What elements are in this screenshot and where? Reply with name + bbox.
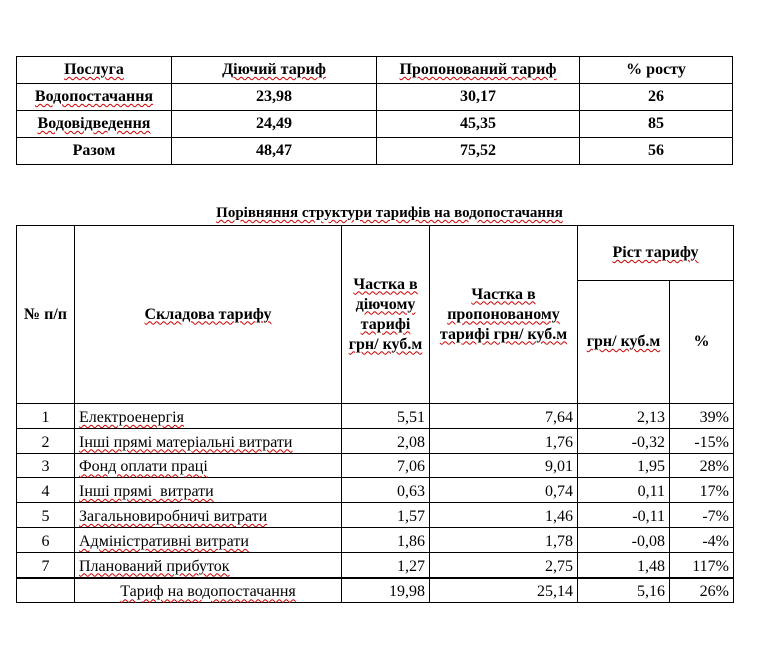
growth-abs: 2,13 [578,404,670,429]
header-growth-pct: % [693,333,710,350]
proposed-tariff: 30,17 [377,84,580,111]
summary-header-row [17,57,733,84]
growth-abs: 0,11 [578,478,670,503]
growth-abs: 1,95 [578,453,670,478]
proposed-share: 7,64 [430,404,578,429]
tariff-summary-table [16,56,733,165]
current-share: 7,06 [342,453,430,478]
row-number: 2 [17,428,75,453]
growth-pct: -4% [670,527,734,552]
summary-row [17,111,733,138]
growth-percent: 56 [580,138,733,165]
row-number: 7 [17,552,75,577]
current-tariff: 24,49 [172,111,377,138]
total-label: Тариф на водопостачання [120,583,296,601]
total-row [17,578,734,603]
proposed-share: 9,01 [430,453,578,478]
proposed-share: 1,76 [430,428,578,453]
row-number: 3 [17,453,75,478]
proposed-tariff: 75,52 [377,138,580,165]
growth-percent: 26 [580,84,733,111]
row-number: 5 [17,503,75,528]
table-row [17,478,734,503]
current-share: 2,08 [342,428,430,453]
component-name: Фонд оплати праці [79,458,208,476]
growth-pct: 39% [670,404,734,429]
component-name: Інші прямі витрати [79,483,214,501]
header-proposed-tariff: Пропонований тариф [399,61,557,78]
current-share: 1,57 [342,503,430,528]
header-growth-abs: грн/ куб.м [586,333,661,350]
table-row [17,428,734,453]
total-proposed: 25,14 [430,578,578,603]
header-service: Послуга [64,61,124,78]
growth-pct: 17% [670,478,734,503]
current-share: 1,27 [342,552,430,577]
current-tariff: 23,98 [172,84,377,111]
summary-row [17,84,733,111]
header-number: № п/п [24,305,67,323]
total-current: 19,98 [342,578,430,603]
component-name: Загальновиробничі витрати [79,507,268,525]
tariff-structure-table [16,225,734,603]
growth-percent: 85 [580,111,733,138]
table-row [17,552,734,577]
growth-pct: -7% [670,503,734,528]
row-number: 4 [17,478,75,503]
component-name: Електроенергія [79,408,184,426]
table-row [17,404,734,429]
current-share: 5,51 [342,404,430,429]
growth-abs: 1,48 [578,552,670,577]
growth-pct: -15% [670,428,734,453]
table-row [17,453,734,478]
service-name: Водопостачання [34,88,154,105]
header-proposed-share: Частка в пропонованому тарифі грн/ куб.м [439,285,568,343]
total-growth-pct: 26% [670,578,734,603]
growth-abs: -0,08 [578,527,670,552]
table-row [17,527,734,552]
current-share: 1,86 [342,527,430,552]
service-name: Водовідведення [37,115,151,132]
header-growth: % росту [626,61,686,78]
growth-pct: 28% [670,453,734,478]
growth-abs: -0,32 [578,428,670,453]
proposed-share: 1,46 [430,503,578,528]
proposed-share: 2,75 [430,552,578,577]
table-caption: Порівняння структури тарифів на водопостачання [216,205,563,221]
service-name: Разом [17,138,172,165]
total-growth-abs: 5,16 [578,578,670,603]
growth-abs: -0,11 [578,503,670,528]
proposed-tariff: 45,35 [377,111,580,138]
component-name: Планований прибуток [79,557,230,575]
proposed-share: 0,74 [430,478,578,503]
summary-total-row [17,138,733,165]
proposed-share: 1,78 [430,527,578,552]
current-tariff: 48,47 [172,138,377,165]
component-name: Адміністративні витрати [79,532,249,550]
component-name: Інші прямі матеріальні витрати [79,433,293,451]
header-component: Складова тарифу [144,305,272,323]
header-current-tariff: Діючий тариф [222,61,326,78]
row-number: 1 [17,404,75,429]
growth-pct: 117% [670,552,734,577]
row-number: 6 [17,527,75,552]
header-current-share: Частка в діючому тарифі грн/ куб.м [348,275,423,353]
table-row [17,503,734,528]
current-share: 0,63 [342,478,430,503]
header-growth: Ріст тарифу [612,244,699,261]
